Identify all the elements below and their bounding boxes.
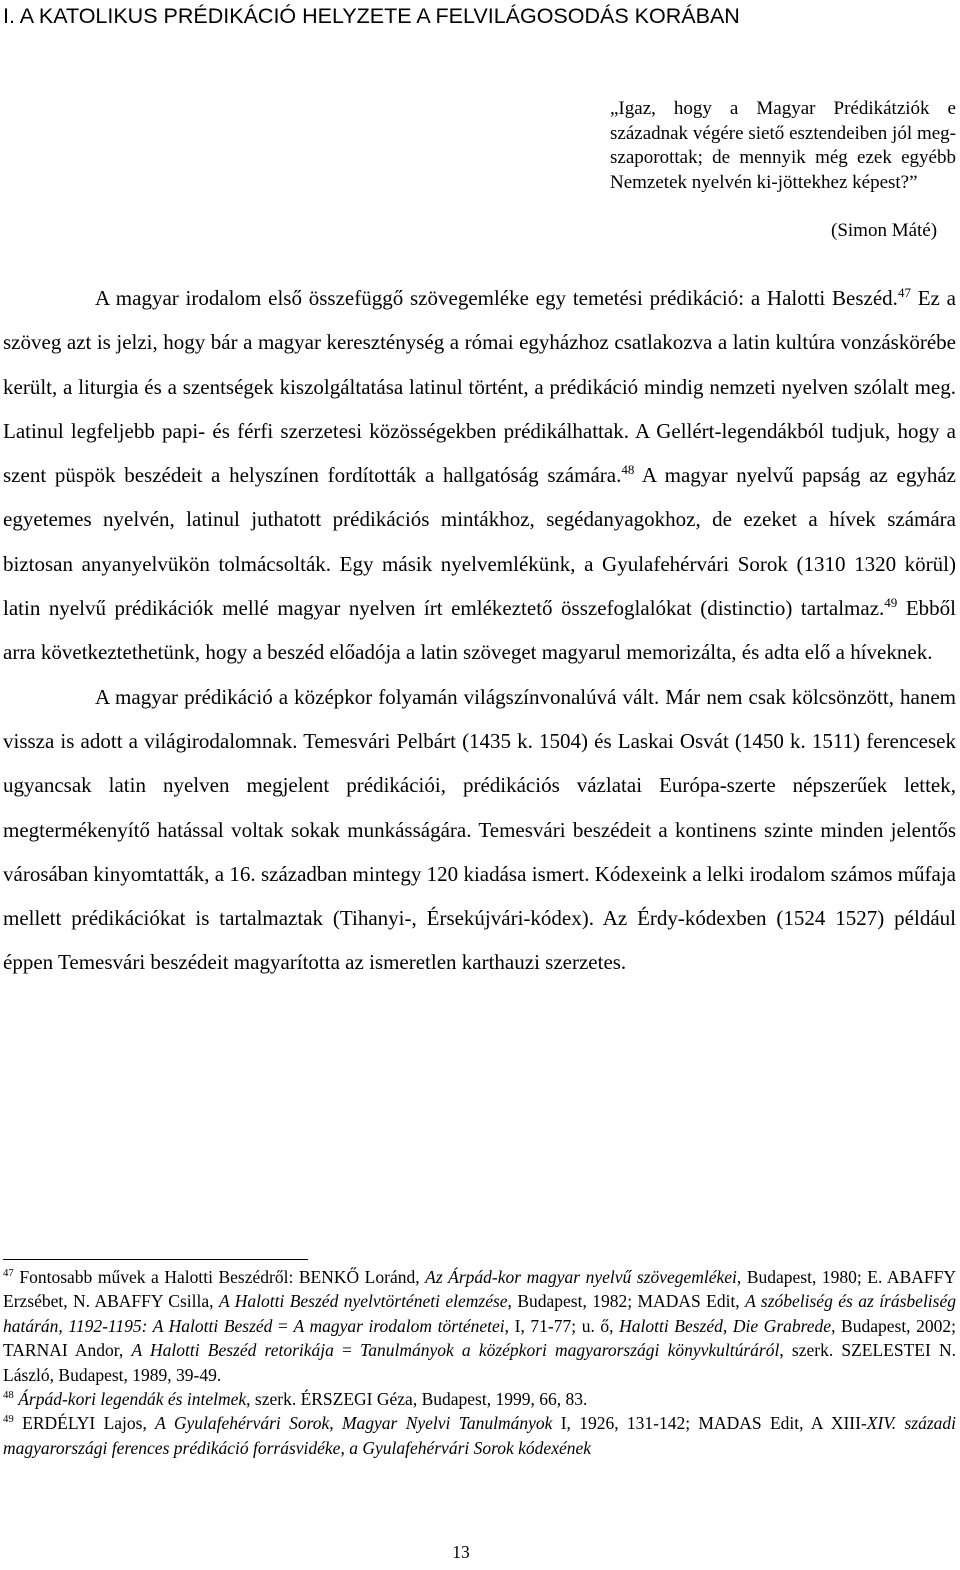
footnote-text: , szerk. ÉRSZEGI Géza, Budapest, 1999, 66, 83.: [246, 1389, 588, 1410]
footnote-number: 47: [3, 1267, 14, 1280]
footnote-title: A Halotti Beszéd retorikája: [131, 1340, 334, 1361]
footnote-title: Halotti Beszéd, Die Grabrede: [619, 1315, 832, 1336]
footnote-text: Fontosabb művek a Halotti Beszédről: BENKŐ Loránd,: [13, 1267, 426, 1287]
footnote-text: , Budapest, 2002; TARNAI Andor,: [3, 1315, 957, 1361]
footnote-ref-48[interactable]: 48: [621, 462, 635, 478]
paragraph-2: A magyar prédikáció a középkor folyamán világszínvonalúvá vált. Már nem csak kölcsönzött, hanem vissza is adott a világirodalomnak. Temesvári Pelbárt (1435 k. 1504) és Laskai Osvát (1450 k. 1511) ferencesek ugyancsak latin nyelven megjelent prédikációi, prédikációs vázlatai Európa-szerte népszerűek lettek, megtermékenyítő hatással voltak sokak munkásságára. Temesvári beszédeit a kontinens szinte minden jelentős városában kinyomtatták, a 16. században mintegy 120 kiadása ismert. Kódexeink a lelki irodalom számos műfaja mellett prédikációkat is tartalmaztak (Tihanyi-, Érsekújvári-kódex). Az Érdy-kódexben (1524 1527) például éppen Temesvári beszédeit magyarította az ismeretlen karthauzi szerzetes.: [3, 684, 956, 975]
footnote-text: ERDÉLYI Lajos,: [13, 1413, 156, 1434]
footnote-number: 49: [3, 1413, 14, 1426]
chapter-heading: I. A KATOLIKUS PRÉDIKÁCIÓ HELYZETE A FELVILÁGOSODÁS KORÁBAN: [3, 4, 740, 28]
paragraph-1: [3, 276, 956, 675]
paragraph-1-part-c: A magyar nyelvű papság az egyház egyetemes nyelvén, latinul juthatott prédikációs mintákhoz, segédanyagokhoz, de ezeket a hívek számára biztosan anyanyelvükön tolmácsolták. Egy másik nyelvemlékünk, a Gyulafehérvári Sorok (1310 1320 körül) latin nyelvű prédikációk mellé magyar nyelven írt emlékeztető összefoglalókat (distinctio) tartalmaz.: [3, 463, 956, 621]
footnote-text: , Budapest, 1982; MADAS Edit,: [507, 1291, 746, 1312]
footnote-title: XIV. századi magyarországi ferences prédikáció forrásvidéke, a Gyulafehérvári Sorok kódexének: [3, 1413, 956, 1458]
footnote-text: , Budapest, 1980; E. ABAFFY Erzsébet, N. ABAFFY Csilla,: [3, 1267, 956, 1312]
body-text: [3, 276, 956, 985]
motto-attribution: (Simon Máté): [831, 220, 938, 241]
footnote-49: [3, 1411, 956, 1460]
footnote-47: [3, 1265, 956, 1387]
footnote-text: =: [333, 1340, 361, 1361]
footnote-48: [3, 1387, 956, 1411]
page-number: 13: [452, 1542, 470, 1562]
footnote-title: A szóbeliség és az írásbeliség határán, 1192-1195: A Halotti Beszéd: [3, 1291, 956, 1336]
footnote-separator: [3, 1259, 308, 1260]
footnote-text: =: [272, 1315, 294, 1336]
footnote-ref-47[interactable]: 47: [897, 285, 911, 300]
footnote-ref-49[interactable]: 49: [884, 595, 898, 611]
paragraph-1-part-d: Ebből arra következtethetünk, hogy a beszéd előadója a latin szöveget magyarul memorizálta, és adta elő a híveknek.: [3, 596, 956, 665]
footnote-title: Tanulmányok a középkori magyarországi könyvkultúráról: [360, 1340, 780, 1361]
footnote-text: , I, 71-77; u. ő,: [504, 1315, 620, 1336]
footnote-text: I, 1926, 131-142; MADAS Edit, A XIII-: [552, 1413, 867, 1434]
footnote-title: A magyar irodalom történetei: [293, 1315, 505, 1336]
footnote-title: Az Árpád-kor magyar nyelvű szövegemlékei: [425, 1267, 737, 1287]
footnotes: [3, 1265, 956, 1460]
footnote-text: , szerk. SZELESTEI N. László, Budapest, 1989, 39-49.: [3, 1340, 956, 1385]
footnote-title: Árpád-kori legendák és intelmek: [18, 1389, 247, 1410]
footnote-number: 48: [3, 1389, 14, 1402]
paragraph-1-part-a: A magyar irodalom első összefüggő szövegemléke egy temetési prédikáció: a Halotti Beszéd.: [95, 286, 898, 310]
motto-quote: „Igaz, hogy a Magyar Prédikátziók e századnak végére siető esztendeiben jól meg-szaporottak; de mennyik még ezek egyébb Nemzetek nyelvén ki-jöttekhez képest?”: [610, 98, 956, 193]
footnote-title: A Halotti Beszéd nyelvtörténeti elemzése: [218, 1291, 508, 1312]
paragraph-1-part-b: Ez a szöveg azt is jelzi, hogy bár a magyar kereszténység a római egyházhoz csatlakozva a latin kultúra vonzáskörébe került, a liturgia és a szentségek kiszolgáltatása latinul történt, a prédikáció mindig nemzeti nyelven szólalt meg. Latinul legfeljebb papi- és férfi szerzetesi közösségekben prédikálhattak. A Gellért-legendákból tudjuk, hogy a szent püspök beszédeit a helyszínen fordították a hallgatóság számára.: [3, 286, 956, 488]
footnote-title: A Gyulafehérvári Sorok, Magyar Nyelvi Tanulmányok: [155, 1413, 553, 1434]
